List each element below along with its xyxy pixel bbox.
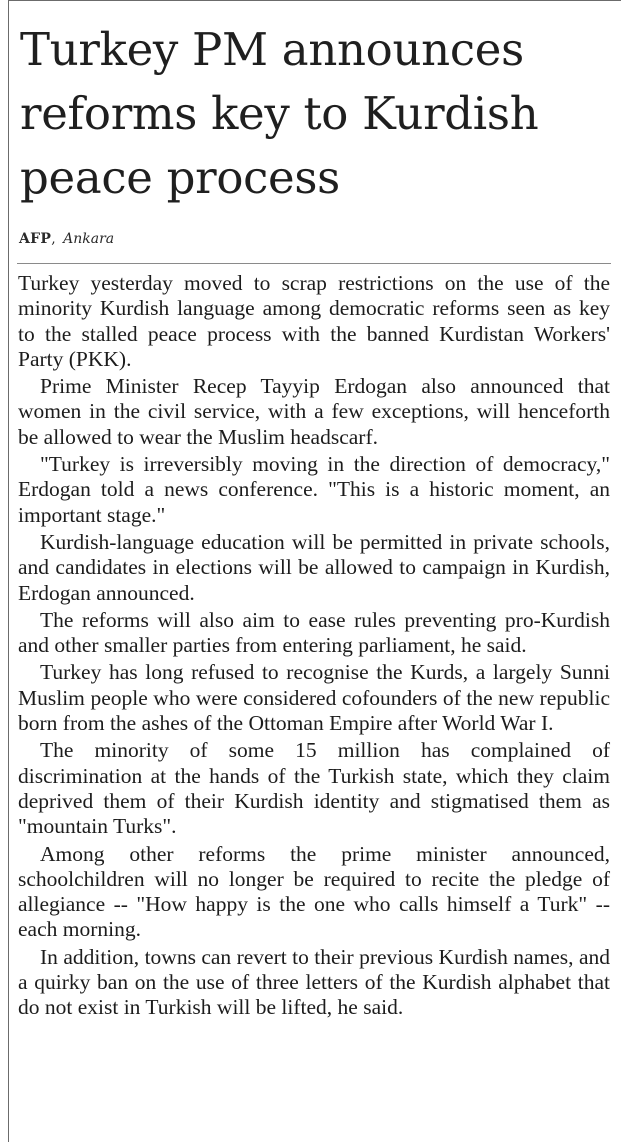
article-paragraph-9: In addition, towns can revert to their previous Kurdish names, and a quirky ban on the use of three letters of the Kurdish alphabet that do not exist in Turkish will be lifted, he said.	[18, 944, 610, 1020]
top-border-rule	[8, 0, 621, 1]
article-paragraph-4: Kurdish-language education will be permitted in private schools, and candidates in elections will be allowed to campaign in Kurdish, Erdogan announced.	[18, 529, 610, 605]
left-column-rule	[8, 0, 9, 1142]
article-paragraph-6: Turkey has long refused to recognise the Kurds, a largely Sunni Muslim people who were considered cofounders of the new republic born from the ashes of the Ottoman Empire after World War I.	[18, 660, 610, 736]
article-paragraph-7: The minority of some 15 million has complained of discrimination at the hands of the Turkish state, which they claim deprived them of their Kurdish identity and stigmatised them as "mountain Turks".	[18, 738, 610, 839]
article-paragraph-5: The reforms will also aim to ease rules preventing pro-Kurdish and other smaller parties from entering parliament, he said.	[18, 607, 610, 658]
byline-agency: AFP	[19, 231, 52, 247]
article-paragraph-3: "Turkey is irreversibly moving in the direction of democracy," Erdogan told a news conference. "This is a historic moment, an important stage."	[18, 452, 610, 527]
article-headline	[20, 18, 620, 210]
article-paragraph-8: Among other reforms the prime minister announced, schoolchildren will no longer be required to recite the pledge of allegiance -- "How happy is the one who calls himself a Turk" -- each morning.	[18, 841, 610, 942]
article-byline	[19, 230, 114, 248]
byline-place: Ankara	[63, 231, 115, 247]
article-body	[18, 271, 610, 1023]
headline-line-1: Turkey PM announces	[20, 23, 524, 76]
article-paragraph-2: Prime Minister Recep Tayyip Erdogan also announced that women in the civil service, with a few exceptions, will henceforth be allowed to wear the Muslim headscarf.	[18, 374, 610, 449]
byline-divider	[17, 263, 611, 264]
headline-line-2: reforms key to Kurdish	[20, 87, 539, 140]
byline-separator: ,	[51, 231, 56, 247]
headline-line-3: peace process	[20, 151, 340, 204]
article-paragraph-1: Turkey yesterday moved to scrap restrictions on the use of the minority Kurdish language among democratic reforms seen as key to the stalled peace process with the banned Kurdistan Workers' Party (PKK).	[18, 271, 610, 371]
